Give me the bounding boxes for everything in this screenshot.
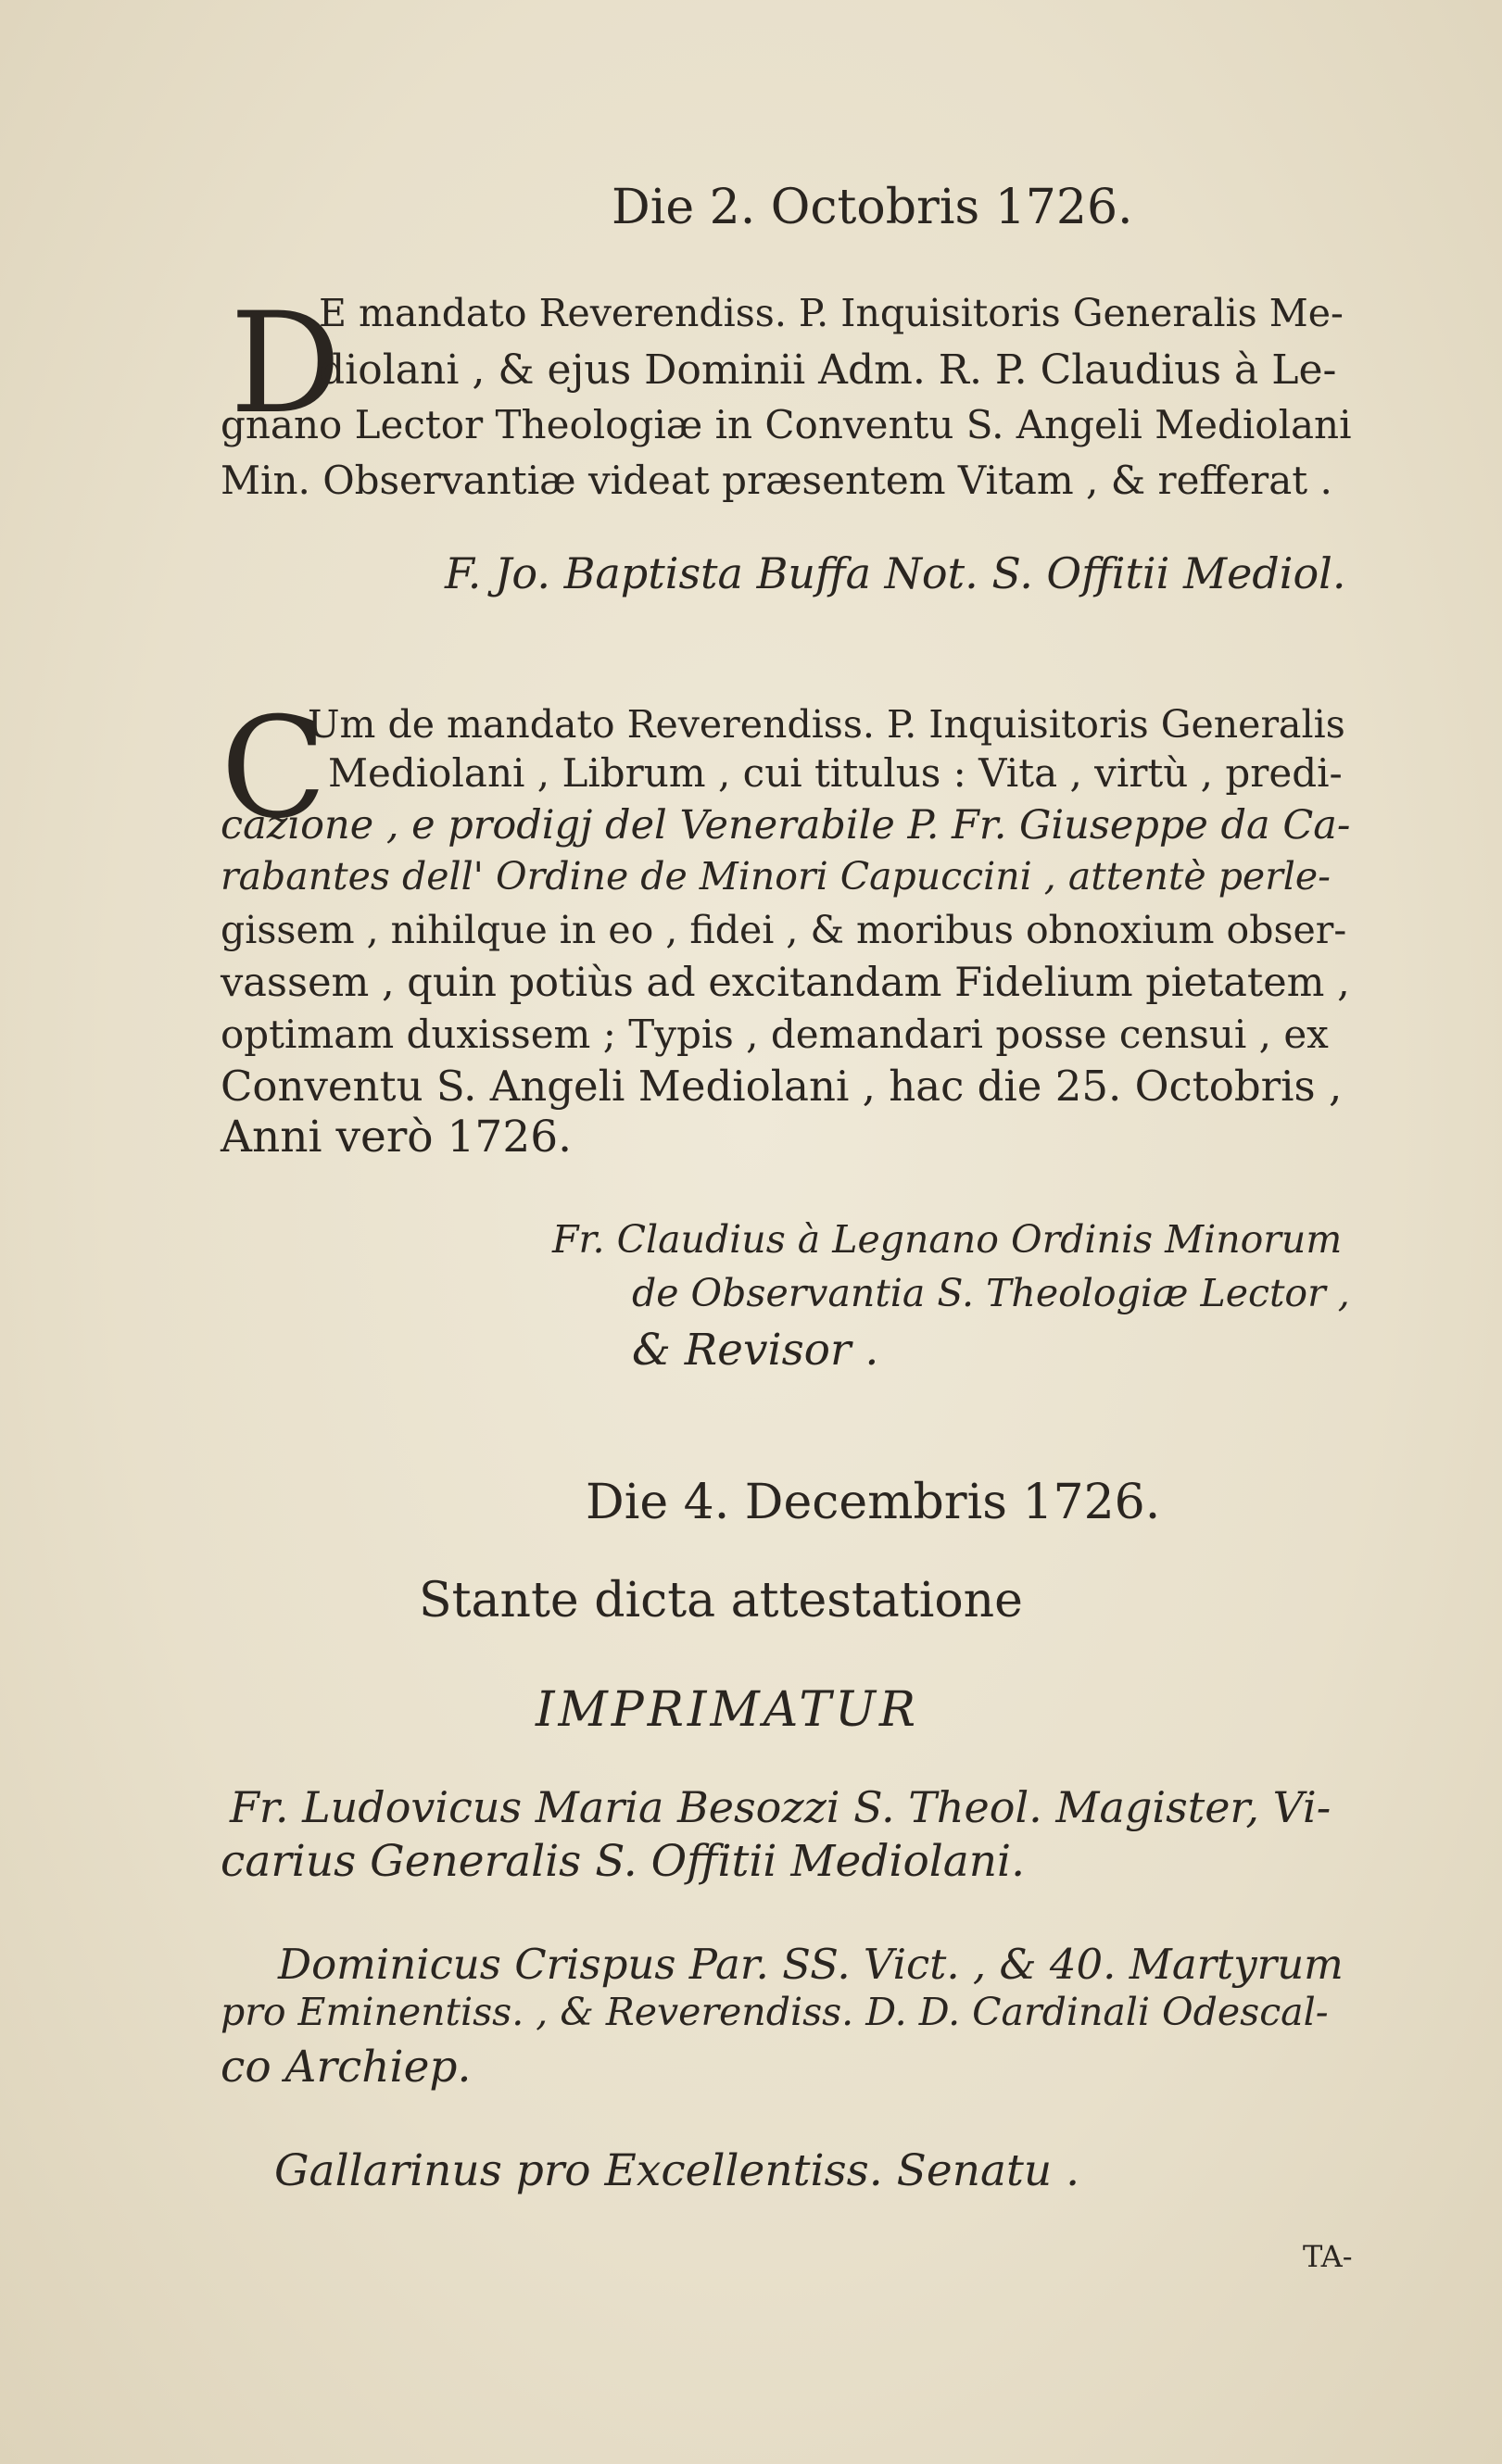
dropcap-d: D: [230, 283, 342, 445]
paragraph2-line: cazione , e prodigj del Venerabile P. Fr. Giuseppe da Ca-: [221, 802, 1351, 849]
senate-signature: Gallarinus pro Excellentiss. Senatu .: [274, 2145, 1080, 2196]
vicar-signature: carius Generalis S. Offitii Mediolani.: [221, 1836, 1026, 1887]
notary-signature: F. Jo. Baptista Buffa Not. S. Offitii Mediol.: [445, 548, 1346, 598]
reviser-signature: & Revisor .: [632, 1325, 879, 1376]
paragraph2-line: vassem , quin potiùs ad excitandam Fidelium pietatem ,: [221, 960, 1350, 1006]
paragraph1-line: E mandato Reverendiss. P. Inquisitoris Generalis Me-: [319, 291, 1344, 335]
paragraph1-line: gnano Lector Theologiæ in Conventu S. Angeli Mediolani: [221, 402, 1352, 447]
archbishop-signature: Dominicus Crispus Par. SS. Vict. , & 40. Martyrum: [278, 1940, 1344, 1989]
paragraph1-line: Min. Observantiæ videat præsentem Vitam , & refferat .: [221, 458, 1332, 503]
paragraph2-line: Conventu S. Angeli Mediolani , hac die 25. Octobris ,: [221, 1062, 1343, 1111]
paragraph1-line: diolani , & ejus Dominii Adm. R. P. Claudius à Le-: [319, 346, 1337, 394]
stante-line: Stante dicta attestatione: [419, 1573, 1023, 1628]
dropcap-c: C: [221, 688, 327, 849]
archbishop-signature: co Archiep.: [221, 2042, 472, 2093]
paragraph2-line: optimam duxissem ; Typis , demandari posse censui , ex: [221, 1012, 1329, 1057]
catchword: TA-: [1303, 2239, 1353, 2274]
reviser-signature: de Observantia S. Theologiæ Lector ,: [632, 1271, 1350, 1315]
reviser-signature: Fr. Claudius à Legnano Ordinis Minorum: [552, 1217, 1343, 1262]
vicar-signature: Fr. Ludovicus Maria Besozzi S. Theol. Magister, Vi-: [230, 1782, 1332, 1832]
paragraph2-line: gissem , nihilque in eo , fidei , & moribus obnoxium obser-: [221, 908, 1347, 952]
archbishop-signature: pro Eminentiss. , & Reverendiss. D. D. Cardinali Odescal-: [221, 1990, 1329, 2034]
paragraph2-line: Um de mandato Reverendiss. P. Inquisitoris Generalis: [308, 702, 1345, 747]
paragraph2-line: rabantes dell' Ordine de Minori Capuccini , attentè perle-: [221, 854, 1332, 899]
date-heading-2: Die 4. Decembris 1726.: [586, 1475, 1161, 1530]
imprimatur-heading: IMPRIMATUR: [536, 1682, 920, 1738]
paragraph2-line: Anni verò 1726.: [221, 1112, 573, 1163]
date-heading-1: Die 2. Octobris 1726.: [612, 180, 1133, 235]
paragraph2-line: Mediolani , Librum , cui titulus : Vita , virtù , predi-: [328, 750, 1343, 796]
